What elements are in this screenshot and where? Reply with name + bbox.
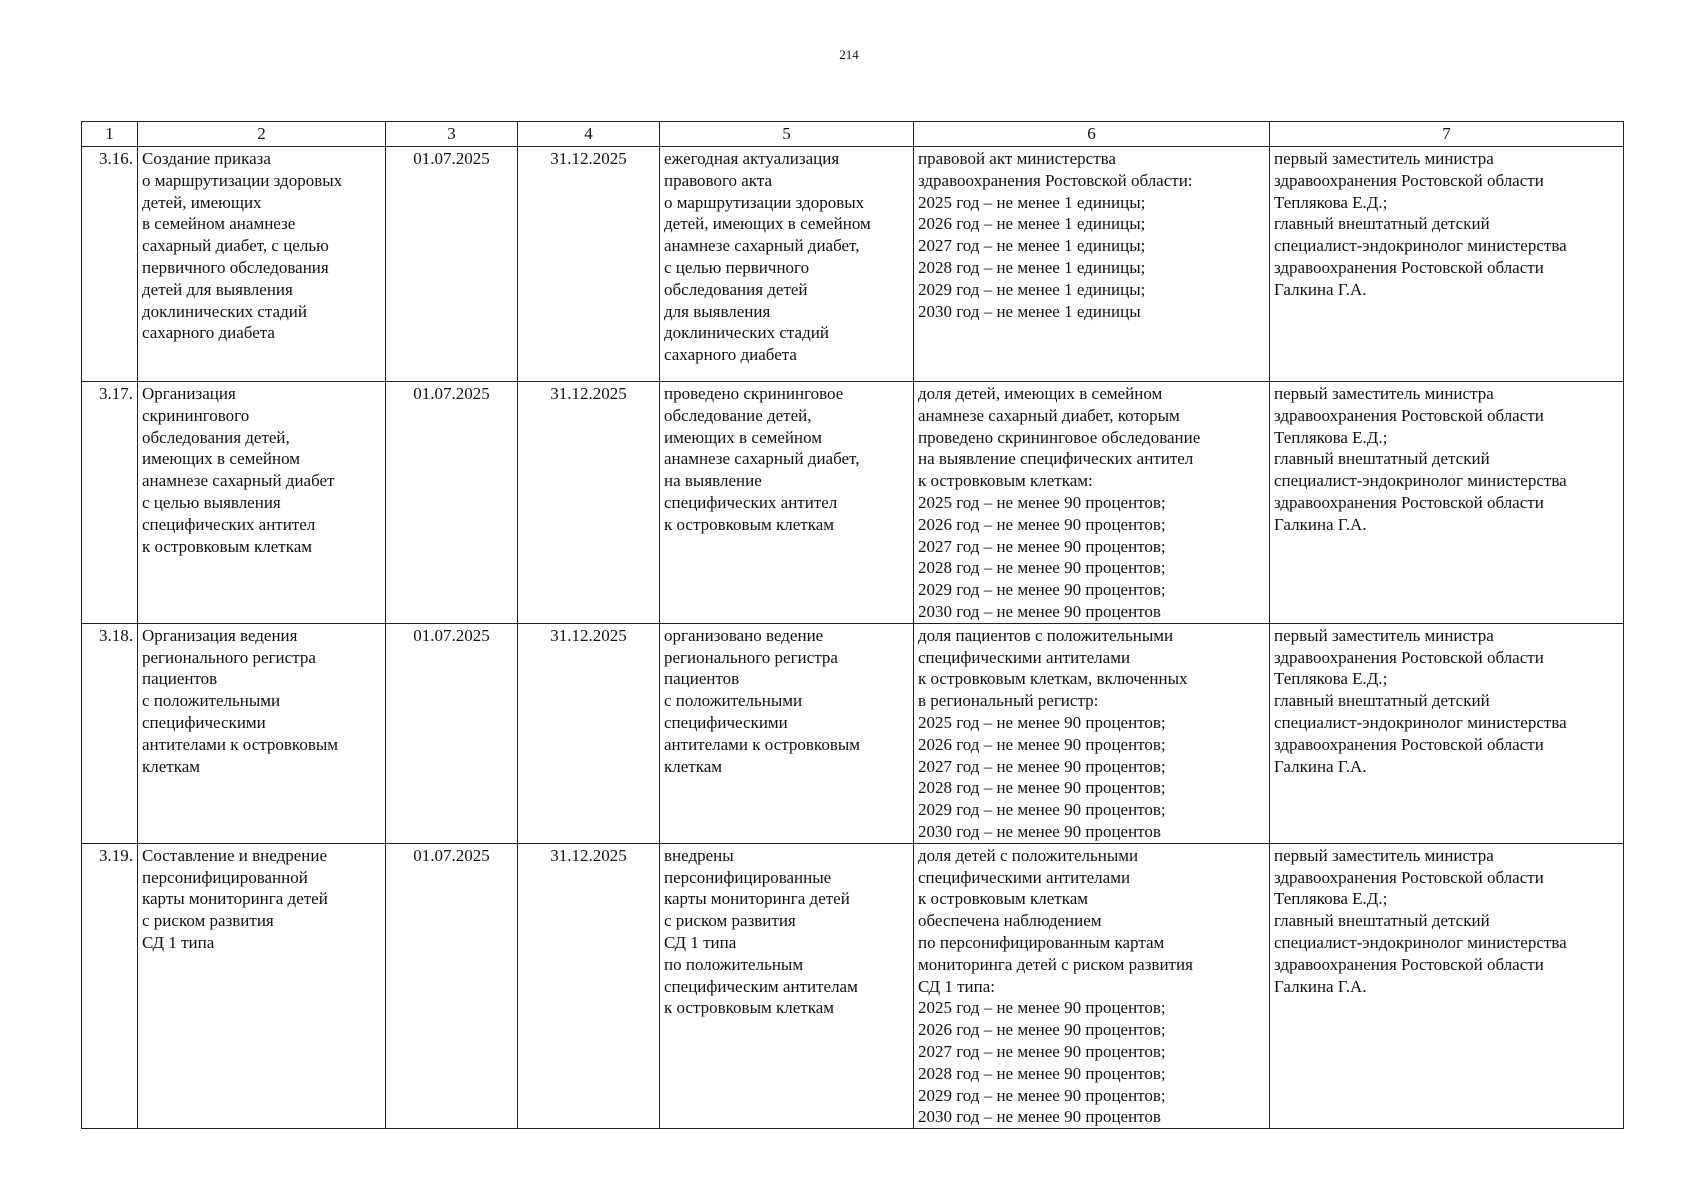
task-cell-line: детей для выявления <box>142 279 293 299</box>
result-cell-line: специфическими <box>664 712 788 732</box>
responsible-cell <box>1270 623 1624 843</box>
indicator-cell-line: на выявление специфических антител <box>918 449 1194 469</box>
responsible-cell-line: специалист-эндокринолог министерства <box>1274 932 1567 952</box>
task-cell-line: клеткам <box>142 756 201 776</box>
responsible-cell-line: Галкина Г.А. <box>1274 279 1367 299</box>
table-row <box>82 623 1624 843</box>
result-cell-line: сахарного диабета <box>664 345 797 365</box>
indicator-cell-line: мониторинга детей с риском развития <box>918 954 1193 974</box>
column-number-header: 5 <box>660 122 914 147</box>
table-row <box>82 147 1624 382</box>
indicator-cell-line: 2028 год – не менее 90 процентов; <box>918 558 1166 578</box>
indicator-cell-line: правовой акт министерства <box>918 149 1116 168</box>
task-cell-line: Организация ведения <box>142 625 298 645</box>
indicator-cell-line: 2029 год – не менее 90 процентов; <box>918 1085 1166 1105</box>
task-cell <box>138 147 386 382</box>
end-date: 31.12.2025 <box>518 147 660 382</box>
responsible-cell-line: Теплякова Е.Д.; <box>1274 889 1388 909</box>
result-cell <box>660 147 914 382</box>
indicator-cell <box>914 623 1270 843</box>
end-date: 31.12.2025 <box>518 843 660 1128</box>
indicator-cell-line: 2026 год – не менее 90 процентов; <box>918 514 1166 534</box>
indicator-cell-line: СД 1 типа: <box>918 976 995 996</box>
item-number: 3.16. <box>82 147 138 382</box>
result-cell-line: по положительным <box>664 954 804 974</box>
indicator-cell-line: 2028 год – не менее 90 процентов; <box>918 778 1166 798</box>
responsible-cell-line: первый заместитель министра <box>1274 625 1494 645</box>
column-number-header: 1 <box>82 122 138 147</box>
task-cell-line: с целью выявления <box>142 492 281 512</box>
result-cell-line: анамнезе сахарный диабет, <box>664 236 860 256</box>
responsible-cell-line: специалист-эндокринолог министерства <box>1274 471 1567 491</box>
task-cell-line: персонифицированной <box>142 867 308 887</box>
result-cell-line: персонифицированные <box>664 867 832 887</box>
result-cell-line: анамнезе сахарный диабет, <box>664 449 860 469</box>
indicator-cell-line: анамнезе сахарный диабет, которым <box>918 405 1180 425</box>
column-number-header: 7 <box>1270 122 1624 147</box>
task-cell-line: анамнезе сахарный диабет <box>142 471 335 491</box>
item-number: 3.18. <box>82 623 138 843</box>
indicator-cell-line: обеспечена наблюдением <box>918 911 1102 931</box>
responsible-cell <box>1270 382 1624 624</box>
responsible-cell-line: главный внештатный детский <box>1274 691 1490 711</box>
indicator-cell-line: 2030 год – не менее 1 единицы <box>918 301 1141 321</box>
indicator-cell-line: доля детей, имеющих в семейном <box>918 384 1163 403</box>
end-date: 31.12.2025 <box>518 623 660 843</box>
responsible-cell-line: Галкина Г.А. <box>1274 976 1367 996</box>
task-cell <box>138 843 386 1128</box>
indicator-cell-line: по персонифицированным картам <box>918 932 1165 952</box>
responsible-cell <box>1270 843 1624 1128</box>
indicator-cell-line: 2026 год – не менее 90 процентов; <box>918 1020 1166 1040</box>
indicator-cell-line: 2027 год – не менее 90 процентов; <box>918 1041 1166 1061</box>
responsible-cell-line: Теплякова Е.Д.; <box>1274 192 1388 212</box>
responsible-cell-line: здравоохранения Ростовской области <box>1274 405 1544 425</box>
result-cell-line: ежегодная актуализация <box>664 149 840 168</box>
result-cell-line: обследование детей, <box>664 405 812 425</box>
indicator-cell <box>914 843 1270 1128</box>
task-cell-line: в семейном анамнезе <box>142 214 296 234</box>
indicator-cell-line: к островковым клеткам: <box>918 471 1093 491</box>
indicator-cell-line: доля пациентов с положительными <box>918 625 1174 645</box>
start-date: 01.07.2025 <box>386 843 518 1128</box>
task-cell-line: регионального регистра <box>142 647 316 667</box>
result-cell-line: клеткам <box>664 756 723 776</box>
result-cell-line: обследования детей <box>664 279 808 299</box>
responsible-cell-line: первый заместитель министра <box>1274 384 1494 403</box>
task-cell-line: имеющих в семейном <box>142 449 301 469</box>
indicator-cell-line: 2025 год – не менее 90 процентов; <box>918 492 1166 512</box>
indicator-cell-line: 2025 год – не менее 90 процентов; <box>918 998 1166 1018</box>
responsible-cell-line: специалист-эндокринолог министерства <box>1274 712 1567 732</box>
task-cell-line: с положительными <box>142 691 281 711</box>
column-number-header: 3 <box>386 122 518 147</box>
responsible-cell-line: здравоохранения Ростовской области <box>1274 954 1544 974</box>
start-date: 01.07.2025 <box>386 147 518 382</box>
result-cell-line: антителами к островковым <box>664 734 861 754</box>
responsible-cell-line: здравоохранения Ростовской области <box>1274 492 1544 512</box>
indicator-cell-line: 2025 год – не менее 1 единицы; <box>918 192 1146 212</box>
result-cell-line: на выявление <box>664 471 762 491</box>
indicator-cell-line: 2030 год – не менее 90 процентов <box>918 821 1161 841</box>
responsible-cell-line: главный внештатный детский <box>1274 214 1490 234</box>
item-number: 3.17. <box>82 382 138 624</box>
task-cell-line: скринингового <box>142 405 250 425</box>
start-date: 01.07.2025 <box>386 623 518 843</box>
responsible-cell-line: Галкина Г.А. <box>1274 514 1367 534</box>
responsible-cell-line: специалист-эндокринолог министерства <box>1274 236 1567 256</box>
start-date: 01.07.2025 <box>386 382 518 624</box>
task-cell <box>138 382 386 624</box>
task-cell <box>138 623 386 843</box>
task-cell-line: с риском развития <box>142 911 274 931</box>
result-cell-line: проведено скрининговое <box>664 384 844 403</box>
responsible-cell-line: первый заместитель министра <box>1274 845 1494 865</box>
result-cell-line: имеющих в семейном <box>664 427 823 447</box>
responsible-cell-line: первый заместитель министра <box>1274 149 1494 168</box>
indicator-cell-line: 2030 год – не менее 90 процентов <box>918 1107 1161 1127</box>
table-row <box>82 843 1624 1128</box>
indicator-cell-line: 2026 год – не менее 1 единицы; <box>918 214 1146 234</box>
task-cell-line: карты мониторинга детей <box>142 889 328 909</box>
indicator-cell-line: 2028 год – не менее 1 единицы; <box>918 257 1146 277</box>
indicator-cell-line: 2027 год – не менее 1 единицы; <box>918 236 1146 256</box>
task-cell-line: о маршрутизации здоровых <box>142 170 343 190</box>
indicator-cell-line: 2029 год – не менее 90 процентов; <box>918 580 1166 600</box>
indicator-cell-line: 2029 год – не менее 90 процентов; <box>918 800 1166 820</box>
responsible-cell-line: главный внештатный детский <box>1274 911 1490 931</box>
result-cell-line: доклинических стадий <box>664 323 829 343</box>
end-date: 31.12.2025 <box>518 382 660 624</box>
task-cell-line: СД 1 типа <box>142 932 215 952</box>
indicator-cell-line: 2028 год – не менее 90 процентов; <box>918 1063 1166 1083</box>
result-cell-line: к островковым клеткам <box>664 514 835 534</box>
responsible-cell <box>1270 147 1624 382</box>
indicator-cell-line: 2025 год – не менее 90 процентов; <box>918 712 1166 732</box>
result-cell <box>660 843 914 1128</box>
result-cell-line: пациентов <box>664 669 740 689</box>
responsible-cell-line: Теплякова Е.Д.; <box>1274 669 1388 689</box>
task-cell-line: специфических антител <box>142 514 316 534</box>
result-cell-line: СД 1 типа <box>664 932 737 952</box>
responsible-cell-line: Галкина Г.А. <box>1274 756 1367 776</box>
task-cell-line: специфическими <box>142 712 266 732</box>
indicator-cell-line: к островковым клеткам, включенных <box>918 669 1188 689</box>
task-cell-line: пациентов <box>142 669 218 689</box>
column-number-header: 6 <box>914 122 1270 147</box>
table-row <box>82 382 1624 624</box>
indicator-cell-line: 2030 год – не менее 90 процентов <box>918 601 1161 621</box>
indicator-cell <box>914 382 1270 624</box>
plan-table <box>81 121 1624 1129</box>
task-cell-line: первичного обследования <box>142 257 329 277</box>
indicator-cell-line: доля детей с положительными <box>918 845 1139 865</box>
result-cell-line: детей, имеющих в семейном <box>664 214 871 234</box>
result-cell-line: карты мониторинга детей <box>664 889 850 909</box>
task-cell-line: детей, имеющих <box>142 192 262 212</box>
responsible-cell-line: здравоохранения Ростовской области <box>1274 170 1544 190</box>
responsible-cell-line: здравоохранения Ростовской области <box>1274 257 1544 277</box>
responsible-cell-line: здравоохранения Ростовской области <box>1274 867 1544 887</box>
indicator-cell-line: 2026 год – не менее 90 процентов; <box>918 734 1166 754</box>
result-cell-line: для выявления <box>664 301 771 321</box>
indicator-cell-line: 2027 год – не менее 90 процентов; <box>918 756 1166 776</box>
task-cell-line: к островковым клеткам <box>142 536 313 556</box>
task-cell-line: доклинических стадий <box>142 301 307 321</box>
result-cell <box>660 623 914 843</box>
responsible-cell-line: здравоохранения Ростовской области <box>1274 647 1544 667</box>
task-cell-line: Составление и внедрение <box>142 845 328 865</box>
indicator-cell-line: специфическими антителами <box>918 867 1131 887</box>
indicator-cell-line: 2029 год – не менее 1 единицы; <box>918 279 1146 299</box>
indicator-cell-line: специфическими антителами <box>918 647 1131 667</box>
responsible-cell-line: главный внештатный детский <box>1274 449 1490 469</box>
task-cell-line: антителами к островковым <box>142 734 339 754</box>
result-cell-line: к островковым клеткам <box>664 998 835 1018</box>
indicator-cell-line: в региональный регистр: <box>918 691 1099 711</box>
result-cell-line: правового акта <box>664 170 773 190</box>
responsible-cell-line: Теплякова Е.Д.; <box>1274 427 1388 447</box>
indicator-cell-line: к островковым клеткам <box>918 889 1089 909</box>
indicator-cell-line: здравоохранения Ростовской области: <box>918 170 1193 190</box>
task-cell-line: сахарный диабет, с целью <box>142 236 329 256</box>
column-number-header: 4 <box>518 122 660 147</box>
result-cell-line: с положительными <box>664 691 803 711</box>
indicator-cell-line: проведено скрининговое обследование <box>918 427 1201 447</box>
item-number: 3.19. <box>82 843 138 1128</box>
result-cell-line: специфическим антителам <box>664 976 858 996</box>
result-cell-line: о маршрутизации здоровых <box>664 192 865 212</box>
column-number-row <box>82 122 1624 147</box>
result-cell-line: с целью первичного <box>664 257 810 277</box>
result-cell-line: специфических антител <box>664 492 838 512</box>
indicator-cell <box>914 147 1270 382</box>
column-number-header: 2 <box>138 122 386 147</box>
responsible-cell-line: здравоохранения Ростовской области <box>1274 734 1544 754</box>
task-cell-line: Организация <box>142 384 236 403</box>
task-cell-line: Создание приказа <box>142 149 271 168</box>
result-cell-line: организовано ведение <box>664 625 824 645</box>
result-cell-line: с риском развития <box>664 911 796 931</box>
task-cell-line: обследования детей, <box>142 427 290 447</box>
result-cell <box>660 382 914 624</box>
indicator-cell-line: 2027 год – не менее 90 процентов; <box>918 536 1166 556</box>
result-cell-line: внедрены <box>664 845 734 865</box>
result-cell-line: регионального регистра <box>664 647 838 667</box>
page-number: 214 <box>839 47 859 62</box>
task-cell-line: сахарного диабета <box>142 323 275 343</box>
